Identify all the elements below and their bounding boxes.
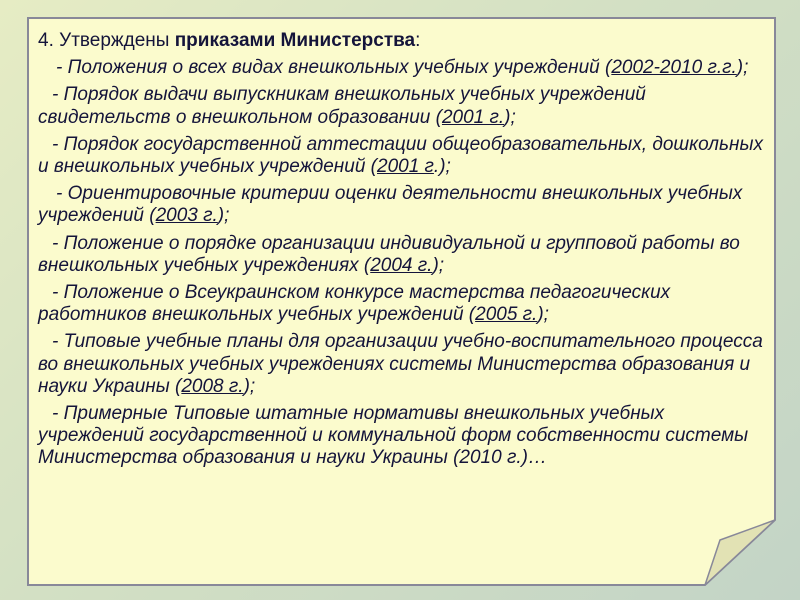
item-text-end: ); xyxy=(432,254,445,276)
heading-emphasis: приказами Министерства xyxy=(174,30,416,51)
item-text: - Положение о порядке организации индивидуальной и групповой работы во внешкольных учебных учреждениях ( xyxy=(38,232,740,276)
item-year: 2003 г. xyxy=(155,205,218,227)
item-year: 2001 г xyxy=(377,156,434,178)
item-text: - Порядок государственной аттестации общеобразовательных, дошкольных и внешкольных учебных учреждений ( xyxy=(38,133,763,178)
item-year: 2005 г. xyxy=(475,304,538,326)
item-text-end: .); xyxy=(433,156,451,178)
item-text-end: ); xyxy=(217,205,230,227)
item-text: - Ориентировочные критерии оценки деятельности внешкольных учебных учреждений ( xyxy=(38,183,743,227)
list-item xyxy=(38,57,768,79)
list-item xyxy=(38,331,768,398)
item-year: 2001 г. xyxy=(441,106,505,128)
item-text-end: ); xyxy=(243,375,256,397)
heading-suffix: : xyxy=(415,30,421,51)
list-item xyxy=(38,84,768,128)
item-text: - Примерные Типовые штатные нормативы внешкольных учебных учреждений государственной и коммунальной форм собственности системы Министерства образования и науки Украины (2010 г.)… xyxy=(38,403,749,469)
list-item xyxy=(38,183,768,227)
item-year: 2002-2010 г.г. xyxy=(611,57,737,79)
item-text-end: ); xyxy=(537,304,549,326)
list-item xyxy=(38,134,768,178)
note-content xyxy=(38,30,768,475)
item-text: - Порядок выдачи выпускникам внешкольных учебных учреждений свидетельств о внешкольном образовании ( xyxy=(38,84,646,128)
item-year: 2004 г. xyxy=(370,254,433,276)
list-item xyxy=(38,233,768,277)
list-item xyxy=(38,403,768,470)
item-text: - Положение о Всеукраинском конкурсе мастерства педагогических работников внешкольных учебных учреждений ( xyxy=(38,282,671,326)
heading-prefix: 4. Утверждены xyxy=(38,30,175,51)
item-text-end: ); xyxy=(736,57,749,79)
list-heading xyxy=(38,30,768,52)
item-year: 2008 г. xyxy=(181,375,244,397)
item-text: - Типовые учебные планы для организации учебно-воспитательного процесса во внешкольных учебных учреждениях системы Министерства образования и науки Украины ( xyxy=(38,331,763,397)
item-text-end: ); xyxy=(504,106,516,128)
item-text: - Положения о всех видах внешкольных учебных учреждений ( xyxy=(56,57,612,79)
list-item xyxy=(38,282,768,326)
